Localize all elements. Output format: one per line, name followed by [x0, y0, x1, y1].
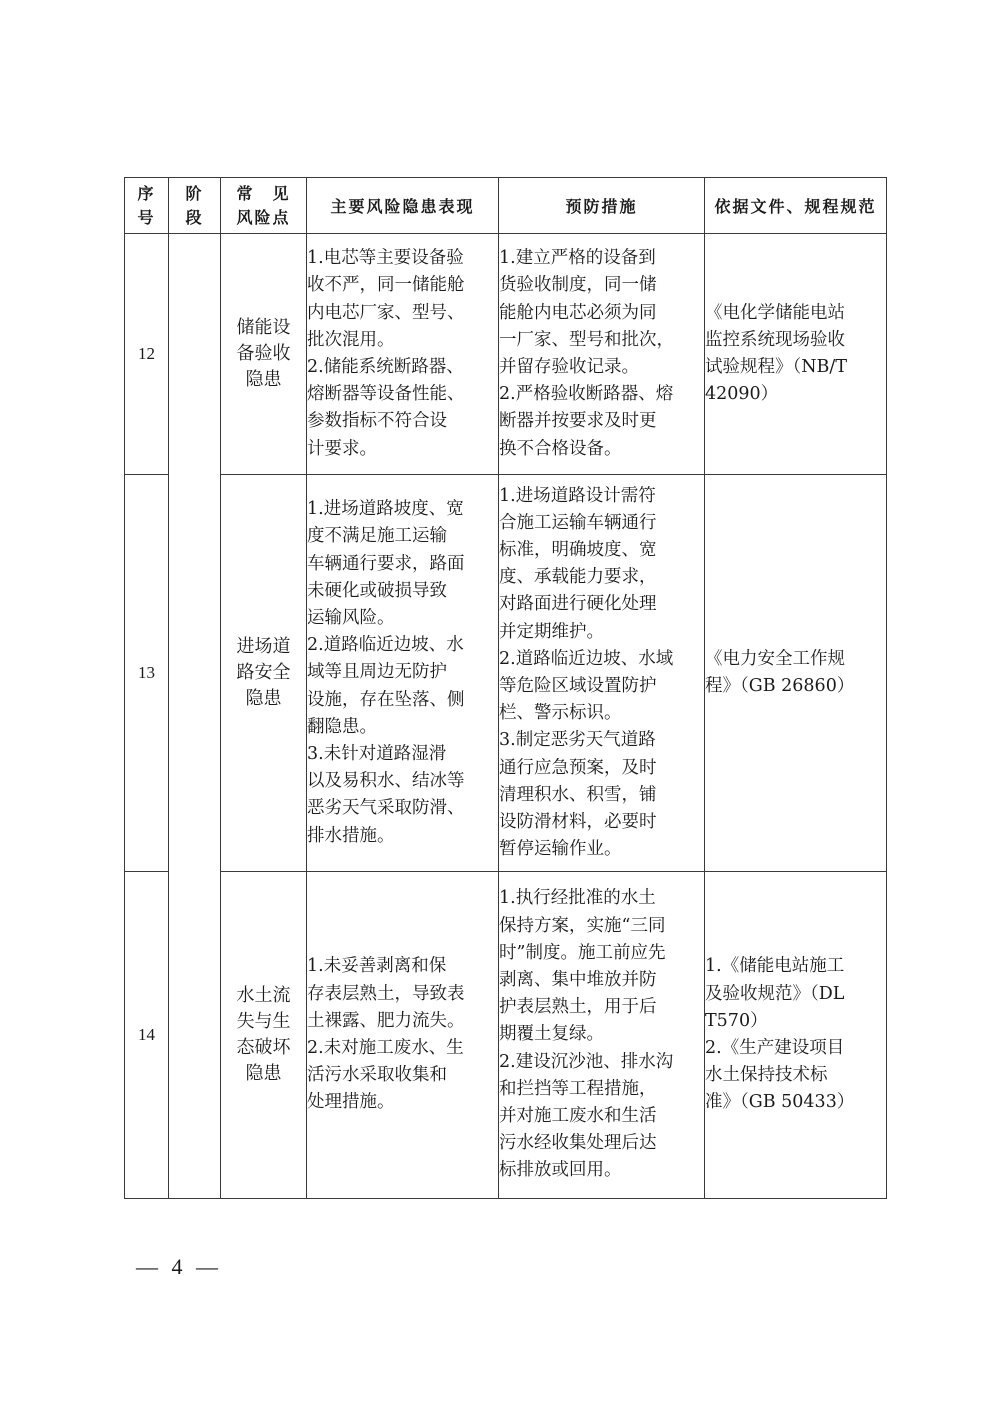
- table-row: [125, 872, 887, 1199]
- hazard-cell: 1.进场道路坡度、宽 度不满足施工运输 车辆通行要求，路面 未硬化或破损导致 运输风险。 2.道路临近边坡、水 域等且周边无防护 设施，存在坠落、侧 翻隐患。 3.未针对道路湿滑 以及易积水、结冰等 恶劣天气采取防滑、 排水措施。: [307, 475, 499, 872]
- measures-cell: 1.建立严格的设备到 货验收制度，同一储 能舱内电芯必须为同 一厂家、型号和批次， 并留存验收记录。 2.严格验收断路器、熔 断器并按要求及时更 换不合格设备。: [499, 234, 705, 475]
- page-number: — 4 —: [136, 1254, 222, 1279]
- hazard-cell: 1.电芯等主要设备验 收不严，同一储能舱 内电芯厂家、型号、 批次混用。 2.储能系统断路器、 熔断器等设备性能、 参数指标不符合设 计要求。: [307, 234, 499, 475]
- row-number: 12: [125, 234, 169, 475]
- table-row: [125, 475, 887, 872]
- header-hazard: 主要风险隐患表现: [307, 178, 499, 234]
- hazard-cell: 1.未妥善剥离和保 存表层熟土，导致表 土裸露、肥力流失。 2.未对施工废水、生 活污水采取收集和 处理措施。: [307, 872, 499, 1199]
- header-basis: 依据文件、规程规范: [705, 178, 887, 234]
- risk-point-cell: 水土流 失与生 态破坏 隐患: [221, 872, 307, 1199]
- basis-cell: 《电化学储能电站 监控系统现场验收 试验规程》（NB/T 42090）: [705, 234, 887, 475]
- row-number: 14: [125, 872, 169, 1199]
- table-row: [125, 234, 887, 475]
- risk-point-cell: 储能设 备验收 隐患: [221, 234, 307, 475]
- row-number: 13: [125, 475, 169, 872]
- basis-cell: 1.《储能电站施工 及验收规范》（DL T570） 2.《生产建设项目 水土保持技术标 准》（GB 50433）: [705, 872, 887, 1199]
- table-header-row: [125, 178, 887, 234]
- risk-table: [124, 177, 887, 1199]
- header-stage: 阶 段: [169, 178, 221, 234]
- header-seq: 序 号: [125, 178, 169, 234]
- stage-cell: [169, 234, 221, 1199]
- header-measures: 预防措施: [499, 178, 705, 234]
- risk-point-cell: 进场道 路安全 隐患: [221, 475, 307, 872]
- measures-cell: 1.进场道路设计需符 合施工运输车辆通行 标准，明确坡度、宽 度、承载能力要求， 对路面进行硬化处理 并定期维护。 2.道路临近边坡、水域 等危险区域设置防护 栏、警示标识。 3.制定恶劣天气道路 通行应急预案，及时 清理积水、积雪，铺 设防滑材料，必要时 暂停运输作业。: [499, 475, 705, 872]
- basis-cell: 《电力安全工作规 程》（GB 26860）: [705, 475, 887, 872]
- measures-cell: 1.执行经批准的水土 保持方案，实施“三同 时”制度。施工前应先 剥离、集中堆放并防 护表层熟土，用于后 期覆土复绿。 2.建设沉沙池、排水沟 和拦挡等工程措施， 并对施工废水和生活 污水经收集处理后达 标排放或回用。: [499, 872, 705, 1199]
- header-risk-point: 常 见 风险点: [221, 178, 307, 234]
